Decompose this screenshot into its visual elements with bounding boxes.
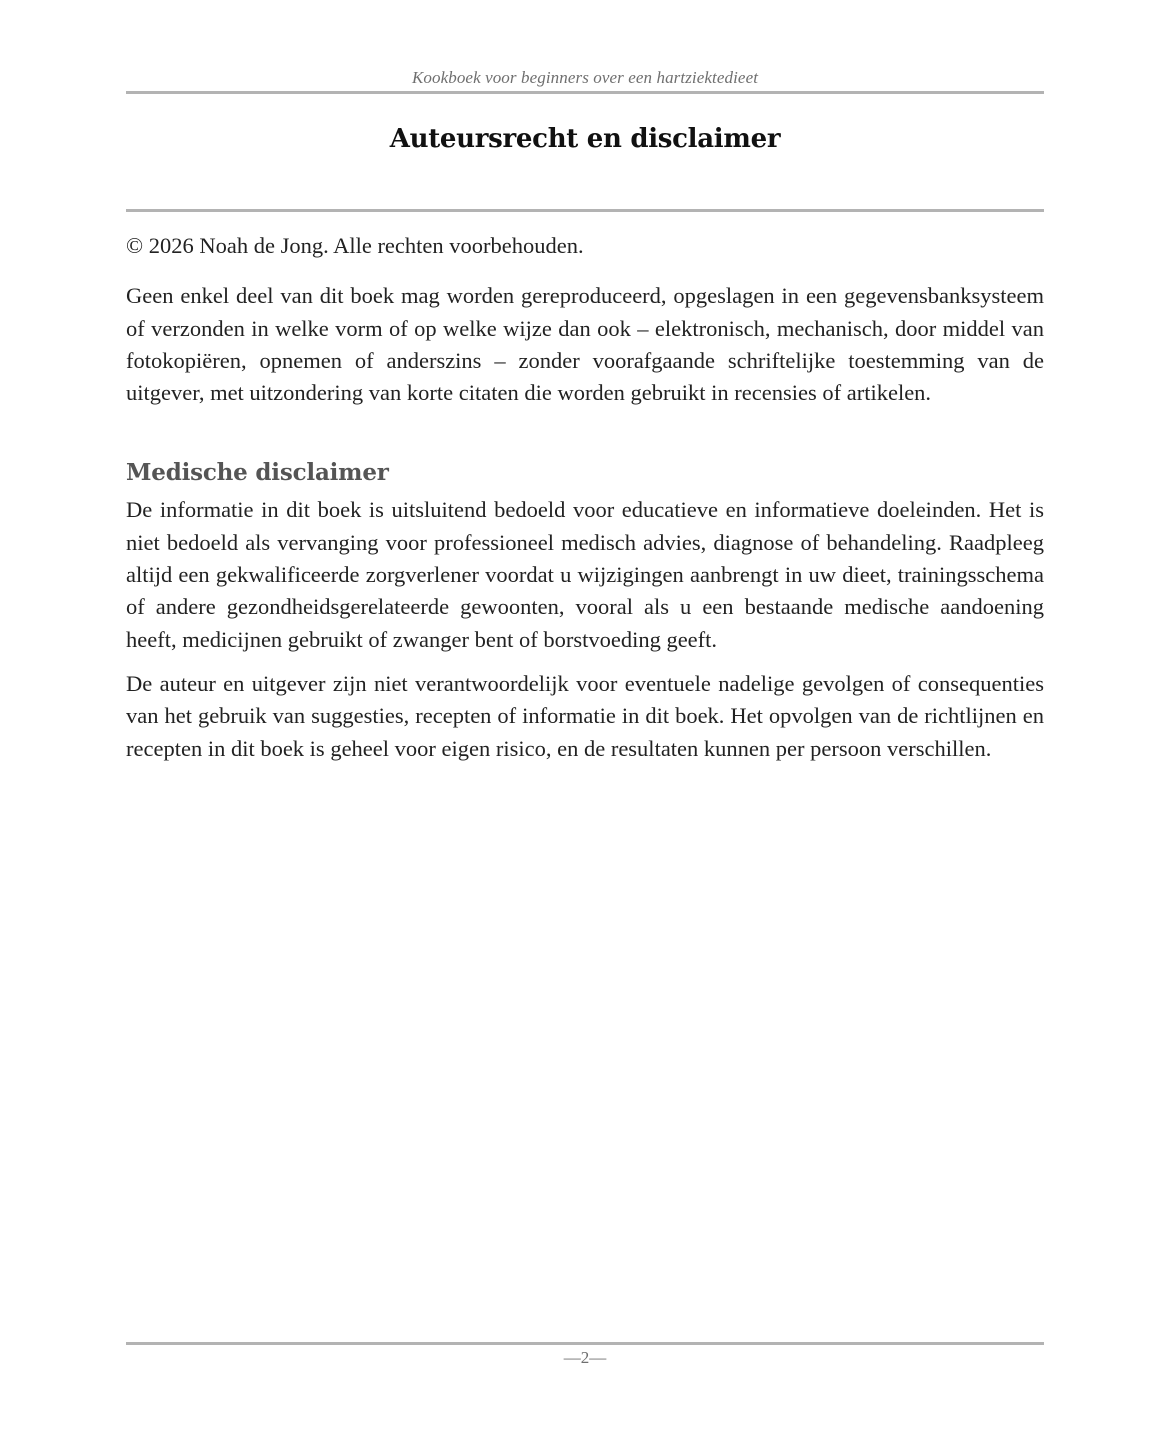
running-header: Kookboek voor beginners over een hartziektedieet <box>411 68 759 87</box>
medical-paragraph-2: De auteur en uitgever zijn niet verantwoordelijk voor eventuele nadelige gevolgen of consequenties van het gebruik van suggesties, recepten of informatie in dit boek. Het opvolgen van de richtlijnen en recepten in dit boek is geheel voor eigen risico, en de resultaten kunnen per persoon verschillen. <box>126 670 1044 761</box>
title-rule <box>126 209 1044 212</box>
page-title: Auteursrecht en disclaimer <box>389 124 781 154</box>
header-rule <box>126 91 1044 94</box>
copyright-paragraph: Geen enkel deel van dit boek mag worden gereproduceerd, opgeslagen in een gegevensbanksysteem of verzonden in welke vorm of op welke wijze dan ook – elektronisch, mechanisch, door middel van fotokopiëren, opnemen of anderszins – zonder voorafgaande schriftelijke toestemming van de uitgever, met uitzondering van korte citaten die worden gebruikt in recensies of artikelen. <box>126 283 1044 406</box>
medical-paragraph-1: De informatie in dit boek is uitsluitend bedoeld voor educatieve en informatieve doeleinden. Het is niet bedoeld als vervanging voor professioneel medisch advies, diagnose of behandeling. Raadpleeg altijd een gekwalificeerde zorgverlener voordat u wijzigingen aanbrengt in uw dieet, trainingsschema of andere gezondheidsgerelateerde gewoonten, vooral als u een bestaande medische aandoening heeft, medicijnen gebruikt of zwanger bent of borstvoeding geeft. <box>126 497 1044 652</box>
section-heading-medical: Medische disclaimer <box>126 459 389 487</box>
copyright-notice: © 2026 Noah de Jong. Alle rechten voorbehouden. <box>126 233 584 258</box>
page-number: —2— <box>563 1348 607 1367</box>
footer-rule <box>126 1342 1044 1345</box>
page-body <box>126 230 1044 777</box>
